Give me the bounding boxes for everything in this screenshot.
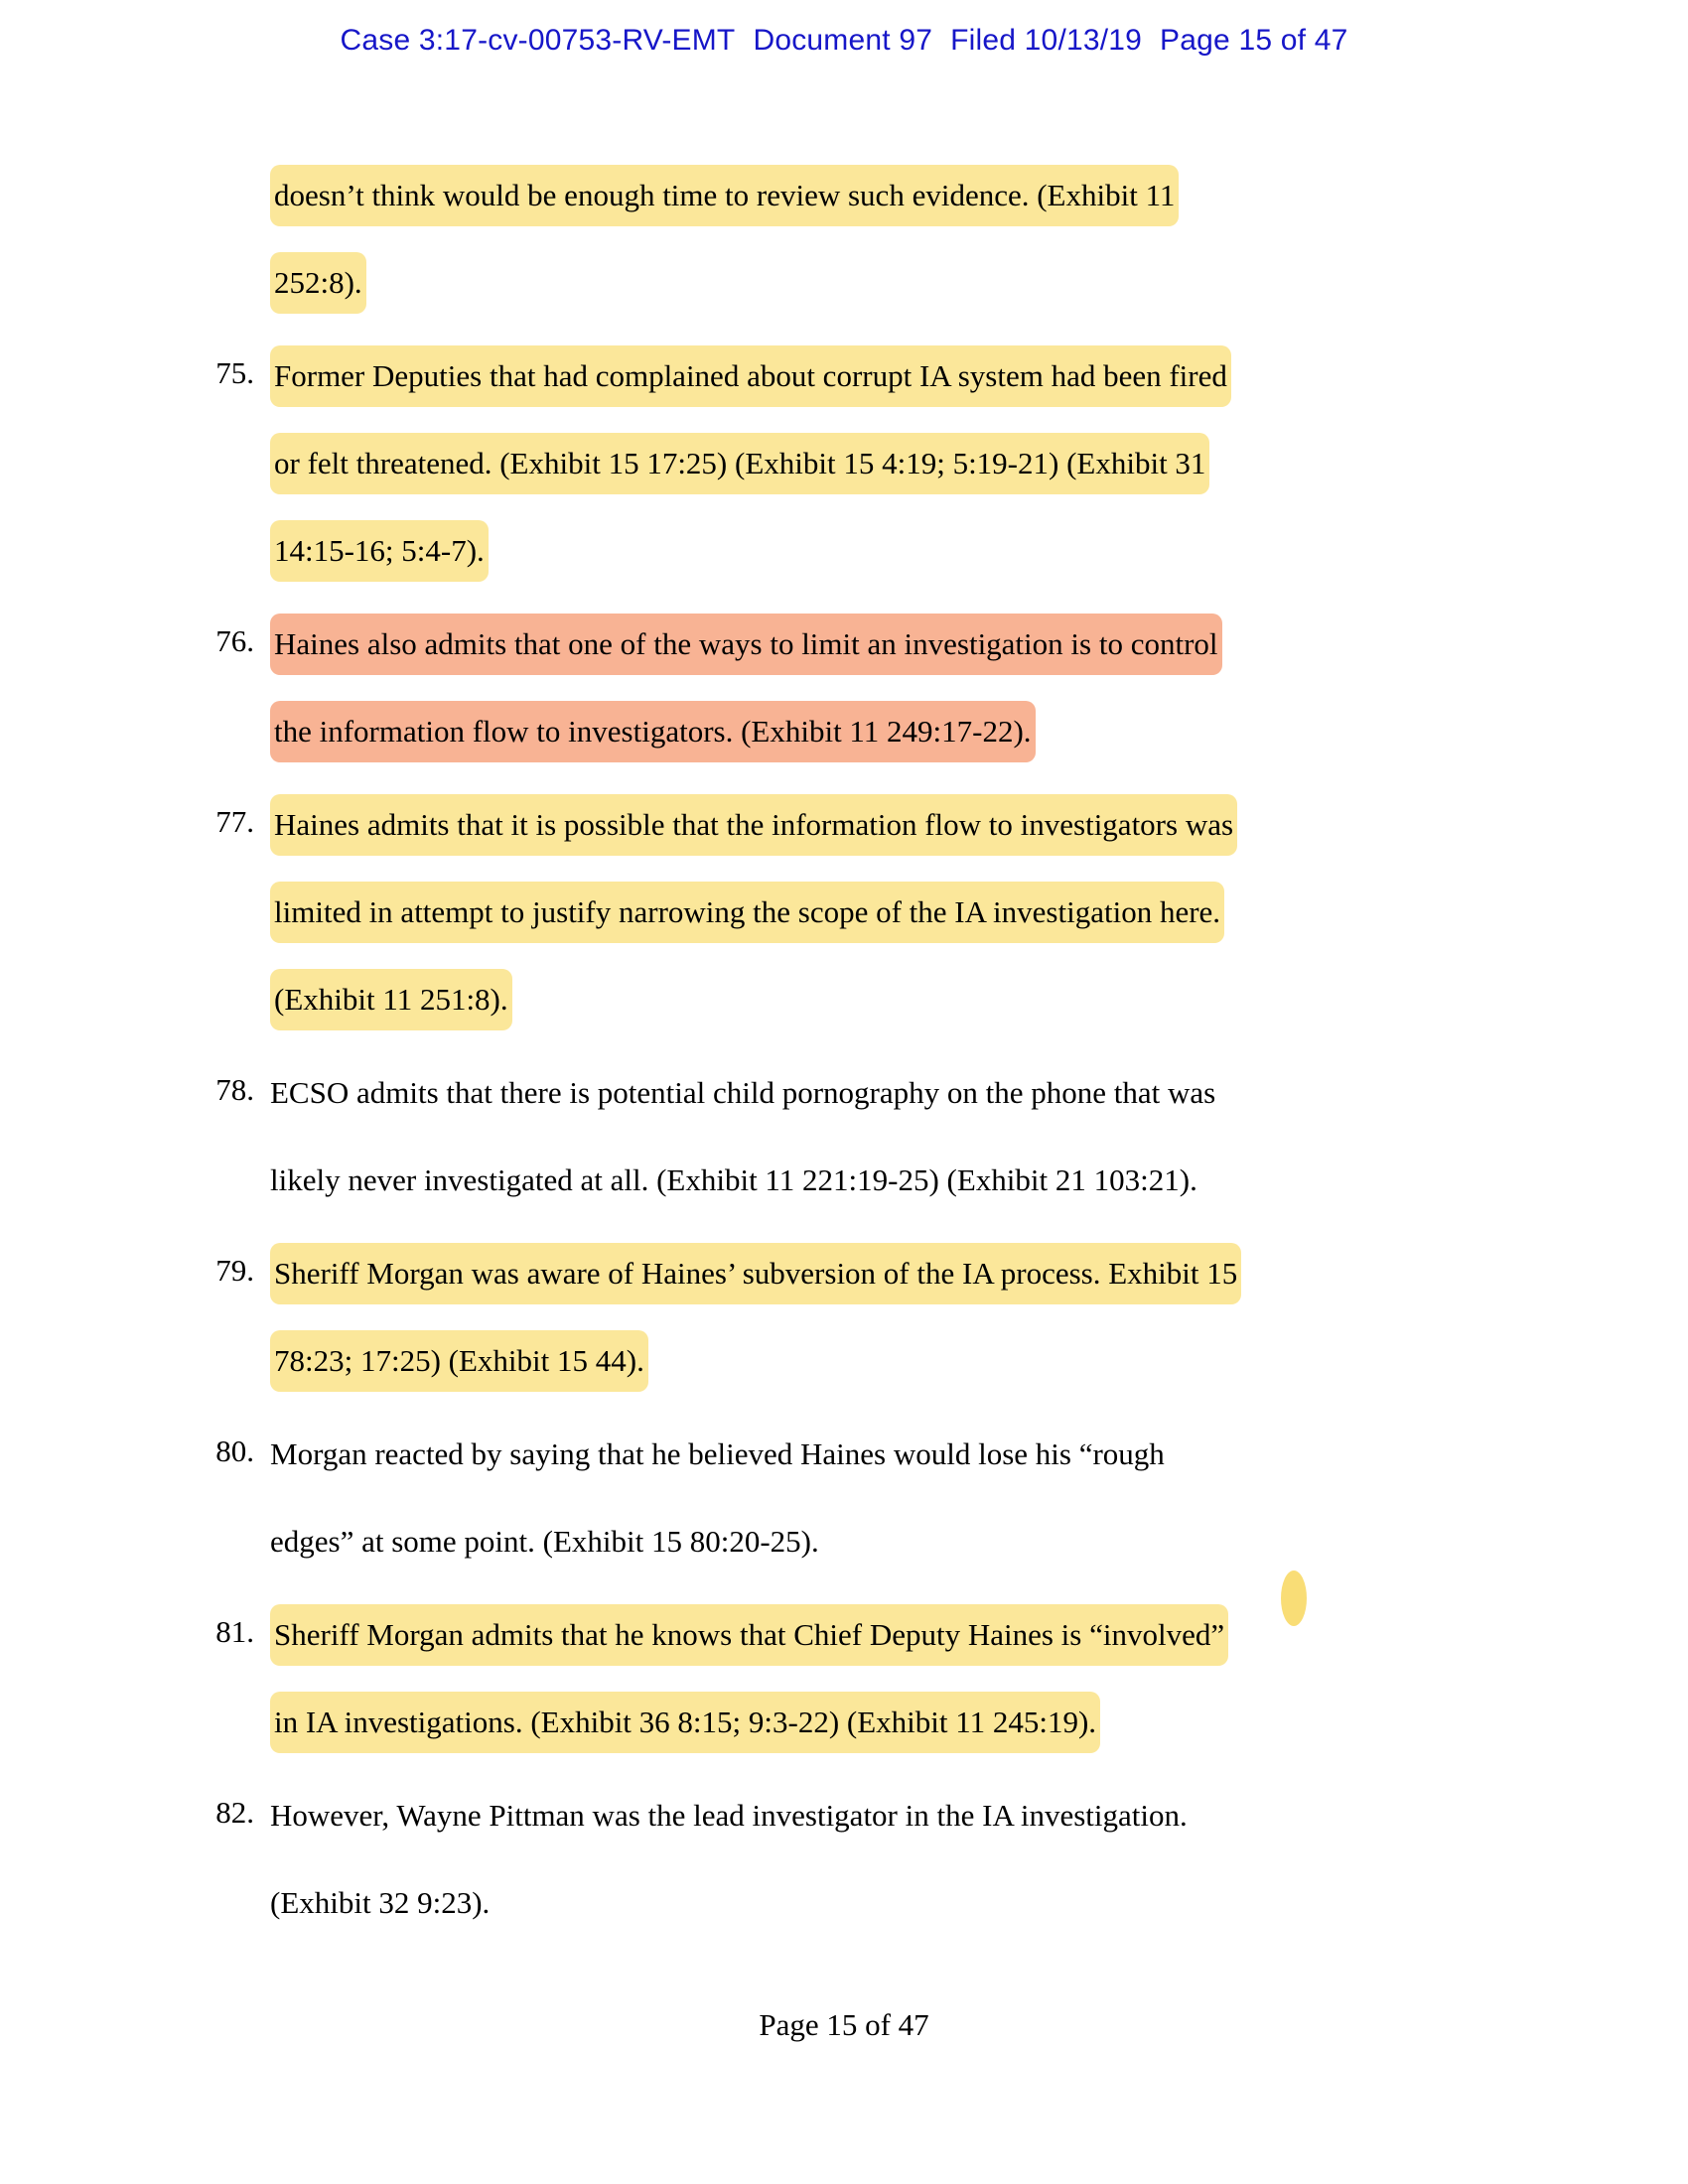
text-line (270, 1676, 1499, 1763)
text-line (270, 1408, 1499, 1495)
highlighted-line-text: in IA investigations. (Exhibit 36 8:15; 9:3-22) (Exhibit 11 245:19). (270, 1692, 1100, 1753)
numbered-paragraph (189, 778, 1499, 1040)
paragraph-number: 79. (215, 1253, 254, 1288)
text-line (270, 1769, 1499, 1856)
text-line (270, 236, 1499, 324)
paragraph-lines (270, 1227, 1499, 1402)
ecf-document-number: Document 97 (753, 24, 933, 57)
highlighted-line-text: or felt threatened. (Exhibit 15 17:25) (Exhibit 15 4:19; 5:19-21) (Exhibit 31 (270, 433, 1209, 494)
line-text: likely never investigated at all. (Exhibit 11 221:19-25) (Exhibit 21 103:21). (270, 1161, 1197, 1197)
page-footer: Page 15 of 47 (759, 2007, 929, 2042)
paragraph-lines (270, 1046, 1499, 1221)
line-text: Morgan reacted by saying that he believed Haines would lose his “rough (270, 1435, 1165, 1471)
highlighted-line-text: Sheriff Morgan admits that he knows that Chief Deputy Haines is “involved” (270, 1604, 1228, 1666)
paragraph-number: 81. (215, 1614, 254, 1649)
text-line (270, 685, 1499, 772)
paragraph-lines (270, 1408, 1499, 1582)
paragraph-number: 75. (215, 355, 254, 390)
text-line (270, 504, 1499, 592)
numbered-paragraph (189, 1769, 1499, 1944)
line-text: ECSO admits that there is potential child pornography on the phone that was (270, 1074, 1216, 1110)
numbered-paragraph (189, 1227, 1499, 1402)
text-line (270, 1134, 1499, 1221)
paragraph-number: 80. (215, 1433, 254, 1468)
text-line (270, 1227, 1499, 1314)
numbered-paragraph (189, 1408, 1499, 1582)
numbered-paragraph (189, 149, 1499, 324)
paragraph-number: 82. (215, 1795, 254, 1830)
numbered-paragraph (189, 598, 1499, 772)
highlighted-line-text: Former Deputies that had complained about corrupt IA system had been fired (270, 345, 1231, 407)
highlighted-line-text: doesn’t think would be enough time to review such evidence. (Exhibit 11 (270, 165, 1179, 226)
highlighted-line-text: the information flow to investigators. (Exhibit 11 249:17-22). (270, 701, 1036, 762)
highlighted-line-text: limited in attempt to justify narrowing the scope of the IA investigation here. (270, 882, 1224, 943)
paragraph-lines (270, 1588, 1499, 1763)
numbered-paragraph (189, 330, 1499, 592)
paragraph-number: 78. (215, 1072, 254, 1107)
text-line (270, 953, 1499, 1040)
text-line (270, 1856, 1499, 1944)
paragraph-lines (270, 598, 1499, 772)
highlighted-line-text: (Exhibit 11 251:8). (270, 969, 512, 1030)
text-line (270, 1495, 1499, 1582)
highlighted-line-text: 252:8). (270, 252, 366, 314)
highlighted-line-text: Haines admits that it is possible that the information flow to investigators was (270, 794, 1237, 856)
highlighted-line-text: Haines also admits that one of the ways to limit an investigation is to control (270, 614, 1222, 675)
highlighted-line-text: 78:23; 17:25) (Exhibit 15 44). (270, 1330, 648, 1392)
highlighted-line-text: 14:15-16; 5:4-7). (270, 520, 489, 582)
highlighted-line-text: Sheriff Morgan was aware of Haines’ subversion of the IA process. Exhibit 15 (270, 1243, 1241, 1304)
line-text: edges” at some point. (Exhibit 15 80:20-25). (270, 1523, 819, 1559)
numbered-paragraph (189, 1046, 1499, 1221)
text-line (270, 330, 1499, 417)
line-text: However, Wayne Pittman was the lead investigator in the IA investigation. (270, 1797, 1188, 1833)
ecf-filed-date: Filed 10/13/19 (950, 24, 1143, 57)
text-line (270, 149, 1499, 236)
numbered-paragraph (189, 1588, 1499, 1763)
text-line (270, 1588, 1499, 1676)
paragraph-number: 76. (215, 623, 254, 658)
text-line (270, 778, 1499, 866)
ecf-page-number: Page 15 of 47 (1160, 24, 1348, 57)
text-line (270, 1046, 1499, 1134)
text-line (270, 417, 1499, 504)
paragraph-lines (270, 149, 1499, 324)
paragraph-lines (270, 778, 1499, 1040)
text-line (270, 866, 1499, 953)
document-body (189, 149, 1499, 1950)
ecf-case-number: Case 3:17-cv-00753-RV-EMT (340, 24, 736, 57)
line-text: (Exhibit 32 9:23). (270, 1884, 491, 1920)
text-line (270, 1314, 1499, 1402)
paragraph-number: 77. (215, 804, 254, 839)
paragraph-lines (270, 330, 1499, 592)
ecf-stamp-header (0, 24, 1688, 58)
paragraph-lines (270, 1769, 1499, 1944)
text-line (270, 598, 1499, 685)
